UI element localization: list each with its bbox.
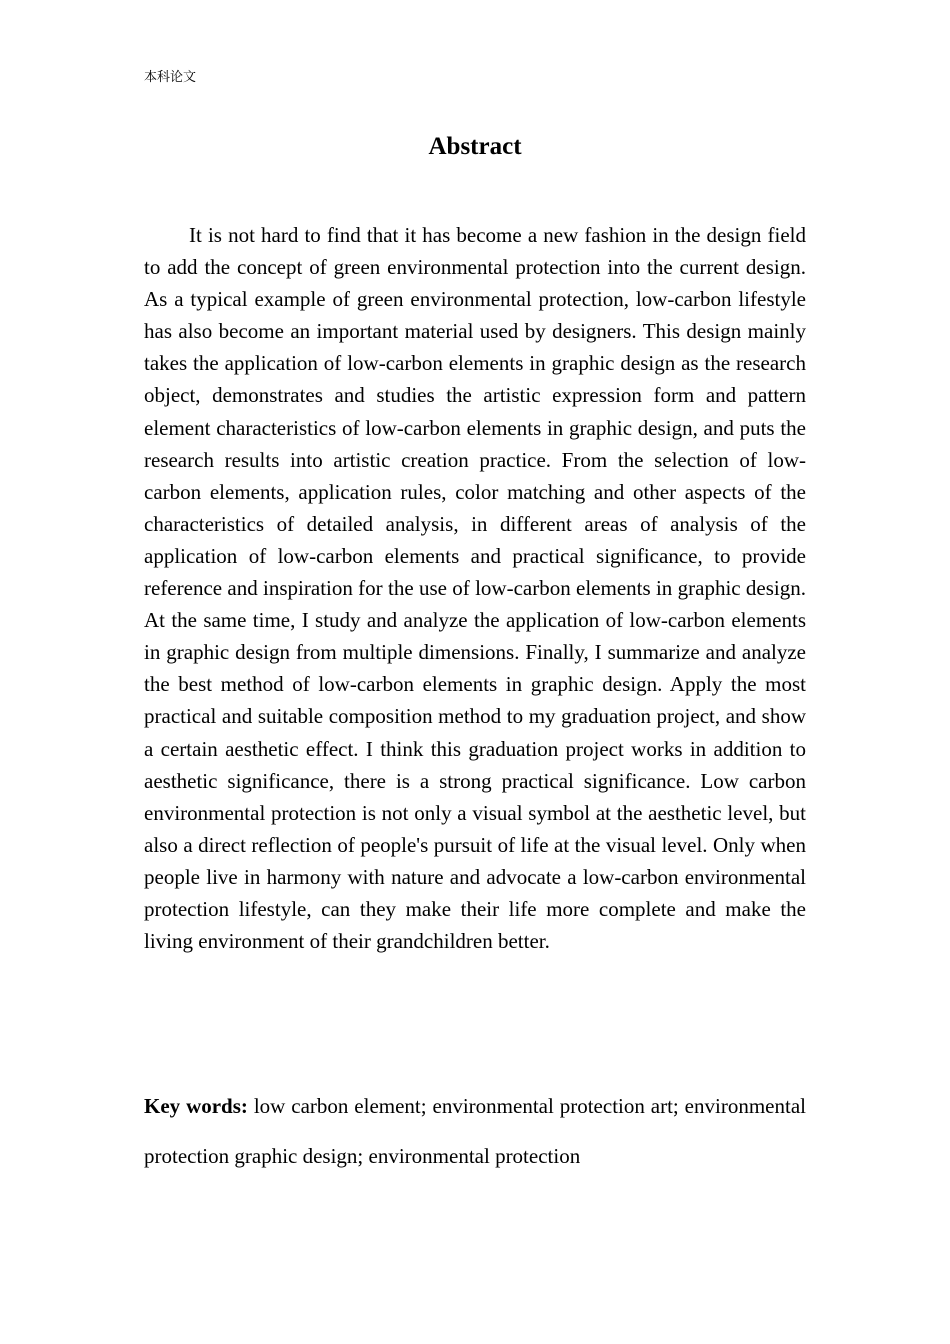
keywords-paragraph (144, 1081, 806, 1181)
abstract-body: It is not hard to find that it has become a new fashion in the design field to add the concept of green environmental protection into the current design. As a typical example of green environmental protection, low-carbon lifestyle has also become an important material used by designers. This design mainly takes the application of low-carbon elements in graphic design as the research object, demonstrates and studies the artistic expression form and pattern element characteristics of low-carbon elements in graphic design, and puts the research results into artistic creation practice. From the selection of low-carbon elements, application rules, color matching and other aspects of the characteristics of detailed analysis, in different areas of analysis of the application of low-carbon elements and practical significance, to provide reference and inspiration for the use of low-carbon elements in graphic design. At the same time, I study and analyze the application of low-carbon elements in graphic design from multiple dimensions. Finally, I summarize and analyze the best method of low-carbon elements in graphic design. Apply the most practical and suitable composition method to my graduation project, and show a certain aesthetic effect. I think this graduation project works in addition to aesthetic significance, there is a strong practical significance. Low carbon environmental protection is not only a visual symbol at the aesthetic level, but also a direct reflection of people's pursuit of life at the visual level. Only when people live in harmony with nature and advocate a low-carbon environmental protection lifestyle, can they make their life more complete and make the living environment of their grandchildren better. (144, 223, 806, 954)
abstract-title: Abstract (428, 133, 522, 160)
keywords-label: Key words: (144, 1094, 248, 1118)
keywords-text: low carbon element; environmental protection art; environmental protection graphic design; environmental protection (144, 1094, 806, 1168)
running-header: 本科论文 (144, 70, 197, 85)
